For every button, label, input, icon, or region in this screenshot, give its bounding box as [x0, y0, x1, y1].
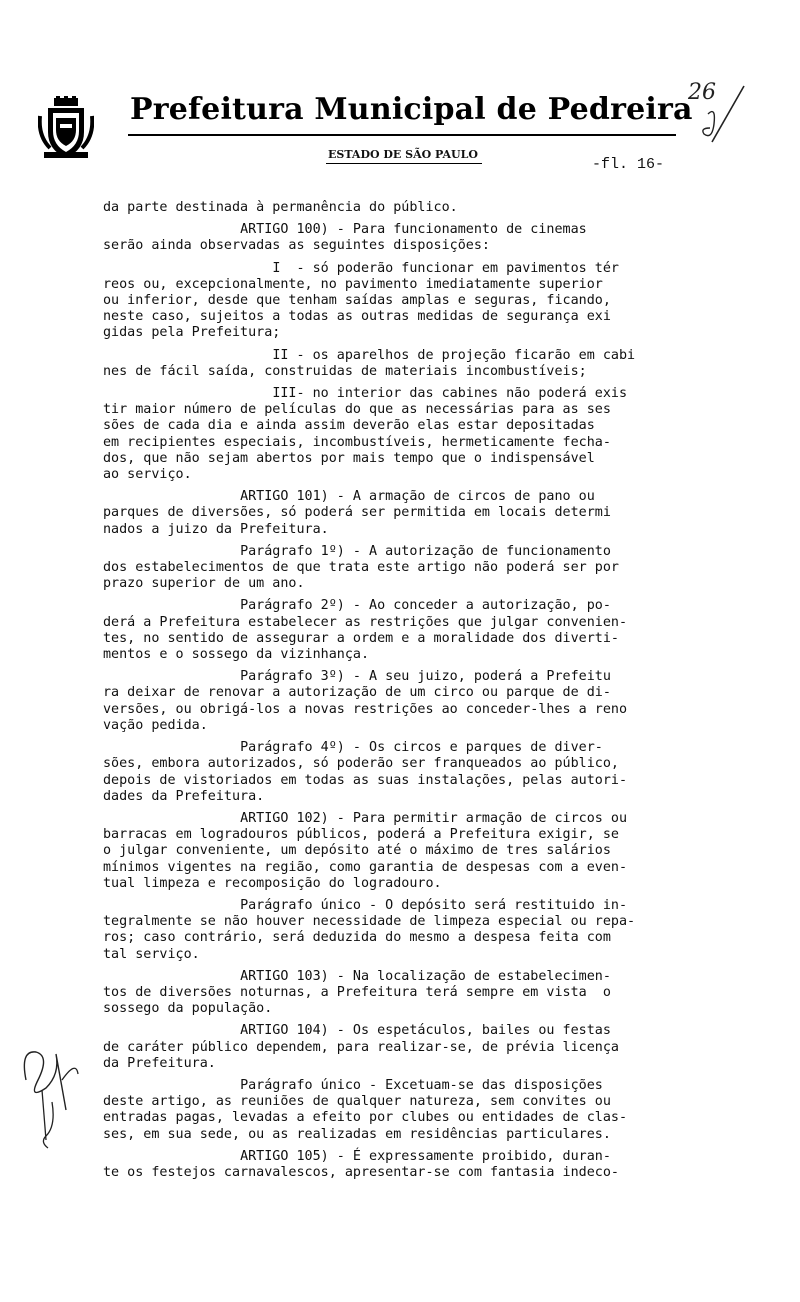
handwritten-signature-mark	[16, 1030, 80, 1152]
body-line: barracas em logradouros públicos, poderá a Prefeitura exigir, se	[103, 827, 619, 843]
body-line: tal serviço.	[103, 946, 200, 962]
body-line: Parágrafo 1º) - A autorização de funcionamento	[103, 543, 611, 559]
municipal-coat-of-arms-icon	[38, 96, 94, 160]
body-line: Parágrafo 4º) - Os circos e parques de diver-	[103, 740, 603, 756]
body-line: tir maior número de películas do que as necessárias para as ses	[103, 402, 611, 418]
body-line: da parte destinada à permanência do público.	[103, 200, 458, 215]
body-line: tegralmente se não houver necessidade de limpeza especial ou repa-	[103, 914, 636, 930]
body-line: Parágrafo 2º) - Ao conceder a autorização, po-	[103, 598, 611, 614]
body-line: III- no interior das cabines não poderá exis	[103, 386, 628, 402]
body-line: em recipientes especiais, incombustíveis, hermeticamente fecha-	[103, 434, 611, 450]
body-line: deste artigo, as reuniões de qualquer natureza, sem convites ou	[103, 1094, 611, 1110]
body-line: ARTIGO 104) - Os espetáculos, bailes ou festas	[103, 1023, 611, 1039]
folio-number: -fl. 16-	[592, 156, 665, 173]
body-line: de caráter público dependem, para realizar-se, de prévia licença	[103, 1039, 619, 1055]
body-line: II - os aparelhos de projeção ficarão em cabi	[103, 347, 636, 363]
handwritten-page-number: 26	[688, 80, 716, 105]
body-line: tual limpeza e recomposição do logradouro.	[103, 875, 442, 891]
body-line: gidas pela Prefeitura;	[103, 325, 281, 341]
body-line: prazo superior de um ano.	[103, 576, 305, 592]
body-line: Parágrafo único - O depósito será restituido in-	[103, 897, 628, 913]
body-line: nados a juizo da Prefeitura.	[103, 521, 329, 537]
body-line: serão ainda observadas as seguintes disposições:	[103, 238, 490, 254]
body-line: versões, ou obrigá-los a novas restrições ao conceder-lhes a reno	[103, 701, 628, 717]
body-line: I - só poderão funcionar em pavimentos tér	[103, 260, 619, 276]
body-line: te os festejos carnavalescos, apresentar-se com fantasia indeco-	[103, 1164, 619, 1180]
document-body	[103, 200, 743, 1181]
body-line: tes, no sentido de assegurar a ordem e a moralidade dos diverti-	[103, 630, 619, 646]
body-line: ARTIGO 105) - É expressamente proibido, duran-	[103, 1148, 611, 1164]
body-line: reos ou, excepcionalmente, no pavimento imediatamente superior	[103, 276, 603, 292]
page-title: Prefeitura Municipal de Pedreira	[130, 92, 693, 127]
body-line: ARTIGO 103) - Na localização de estabelecimen-	[103, 968, 611, 984]
body-line: neste caso, sujeitos a todas as outras medidas de segurança exi	[103, 309, 611, 325]
body-line: ra deixar de renovar a autorização de um circo ou parque de di-	[103, 685, 611, 701]
body-line: dades da Prefeitura.	[103, 788, 265, 804]
body-line: sões, embora autorizados, só poderão ser franqueados ao público,	[103, 756, 619, 772]
body-line: dos, que não sejam abertos por mais tempo que o indispensável	[103, 450, 595, 466]
body-line: sossego da população.	[103, 1001, 273, 1017]
state-subtitle: ESTADO DE SÃO PAULO	[328, 148, 478, 161]
body-line: Parágrafo único - Excetuam-se das disposições	[103, 1077, 603, 1093]
title-underline	[128, 134, 676, 136]
body-line: ses, em sua sede, ou as realizadas em residências particulares.	[103, 1126, 611, 1142]
body-line: o julgar conveniente, um depósito até o máximo de tres salários	[103, 843, 611, 859]
body-line: mínimos vigentes na região, como garantia de despesas com a even-	[103, 859, 628, 875]
body-line: tos de diversões noturnas, a Prefeitura terá sempre em vista o	[103, 984, 611, 1000]
body-line: ARTIGO 101) - A armação de circos de pano ou	[103, 489, 595, 505]
body-line: depois de vistoriados em todas as suas instalações, pelas autori-	[103, 772, 628, 788]
body-line: nes de fácil saída, construidas de materiais incombustíveis;	[103, 363, 587, 379]
body-line: dos estabelecimentos de que trata este artigo não poderá ser por	[103, 560, 619, 576]
body-line: ao serviço.	[103, 467, 192, 483]
body-line: ros; caso contrário, será deduzida do mesmo a despesa feita com	[103, 930, 611, 946]
handwritten-initials-mark	[694, 84, 750, 144]
body-line: vação pedida.	[103, 717, 208, 733]
body-line: derá a Prefeitura estabelecer as restrições que julgar convenien-	[103, 614, 628, 630]
body-line: mentos e o sossego da vizinhança.	[103, 647, 370, 663]
state-underline	[326, 163, 482, 164]
body-line: parques de diversões, só poderá ser permitida em locais determi	[103, 505, 611, 521]
body-line: ARTIGO 102) - Para permitir armação de circos ou	[103, 810, 628, 826]
body-line: sões de cada dia e ainda assim deverão elas estar depositadas	[103, 418, 595, 434]
body-line: ou inferior, desde que tenham saídas amplas e seguras, ficando,	[103, 293, 611, 309]
body-line: da Prefeitura.	[103, 1055, 216, 1071]
body-line: ARTIGO 100) - Para funcionamento de cinemas	[103, 222, 587, 238]
body-line: Parágrafo 3º) - A seu juizo, poderá a Prefeitu	[103, 669, 611, 685]
body-line: entradas pagas, levadas a efeito por clubes ou entidades de clas-	[103, 1110, 628, 1126]
